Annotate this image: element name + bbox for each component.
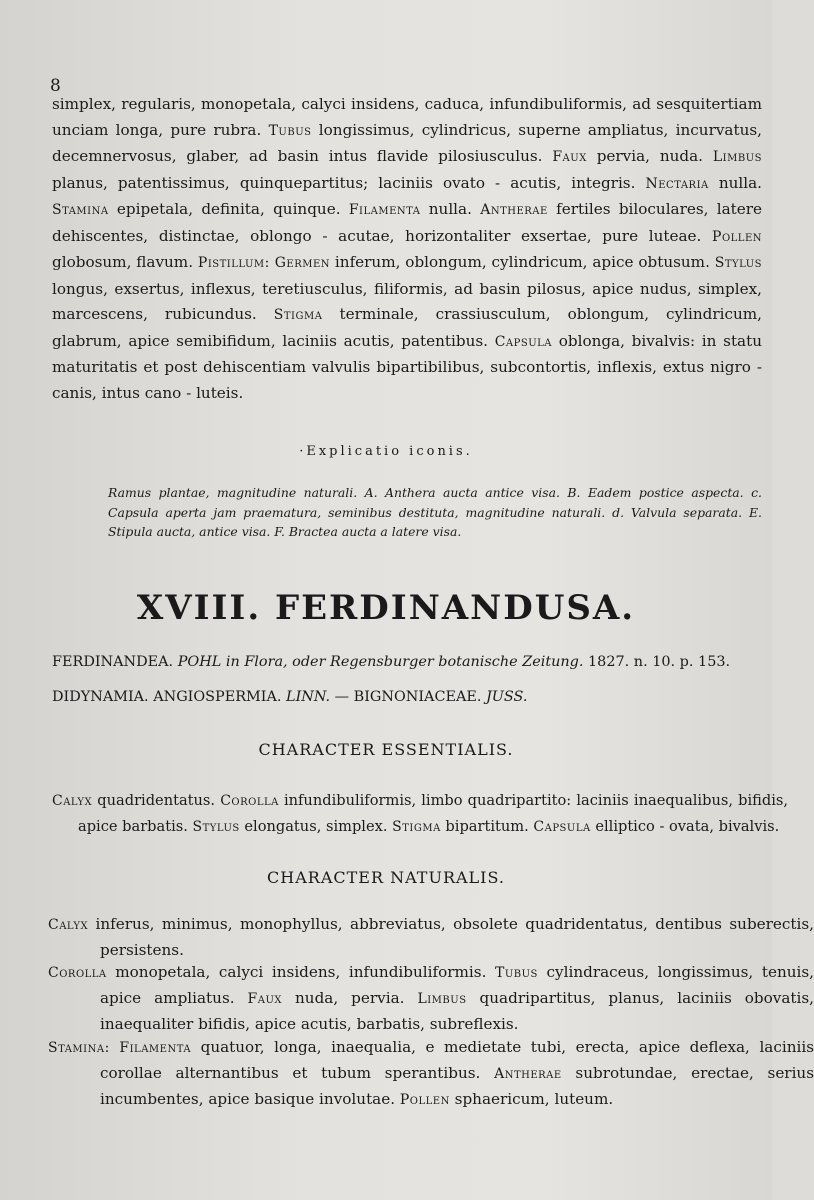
text-run: simplex, regularis, monopetala, calyci insidens, caduca, infundibuliformis, ad sesquitertiam unciam longa, pure rubra. bbox=[52, 95, 762, 139]
term-small-caps: Filamenta bbox=[348, 202, 421, 218]
text-run: quatuor, longa, inaequalia, e medietate tubi, erecta, apice deflexa, laciniis corollae alternantibus et tubum sperantibus. bbox=[100, 1038, 814, 1082]
ref2-prefix: DIDYNAMIA. ANGIOSPERMIA. bbox=[52, 689, 287, 705]
term-small-caps: Tubus bbox=[268, 122, 312, 139]
ref1-prefix: FERDINANDEA. bbox=[52, 654, 178, 670]
term-small-caps: Capsula bbox=[494, 333, 553, 350]
term-small-caps: Stylus bbox=[192, 819, 240, 835]
text-run: quadridentatus. bbox=[92, 792, 221, 809]
text-run: inferum, oblongum, cylindricum, apice obtusum. bbox=[330, 253, 715, 271]
term-small-caps: Stigma bbox=[273, 307, 323, 323]
term-small-caps: Pollen bbox=[399, 1092, 450, 1108]
term-small-caps: Faux bbox=[247, 991, 283, 1007]
character-essentialis-heading: CHARACTER ESSENTIALIS. bbox=[258, 740, 514, 759]
text-run: terminale, crassiusculum, oblongum, cylindricum, glabrum, apice semibifidum, laciniis acutis, patentibus. bbox=[52, 305, 762, 350]
text-run bbox=[110, 1038, 120, 1056]
explicatio-heading-text: Explicatio iconis. bbox=[306, 444, 473, 459]
text-run: planus, patentissimus, quinquepartitus; laciniis ovato - acutis, integris. bbox=[52, 173, 646, 192]
text-run: elliptico - ovata, bivalvis. bbox=[590, 818, 780, 835]
text-run: epipetala, definita, quinque. bbox=[108, 200, 349, 218]
term-small-caps: Limbus bbox=[417, 991, 467, 1007]
text-run: cylindraceus, longissimus, tenuis, apice ampliatus. bbox=[100, 963, 814, 1007]
text-run: nuda, pervia. bbox=[282, 989, 418, 1007]
ref1-citation: POHL in Flora, oder Regensburger botanische Zeitung. bbox=[177, 654, 584, 670]
term-small-caps: Calyx bbox=[52, 793, 93, 809]
text-run: longus, exsertus, inflexus, teretiusculus, filiformis, ad basin pilosus, apice nudus, simplex, marcescens, rubicundus. bbox=[52, 279, 762, 323]
page-number: 8 bbox=[50, 76, 61, 96]
text-run: globosum, flavum. bbox=[52, 253, 198, 271]
naturalis-item-corolla bbox=[48, 960, 814, 1037]
text-run: pervia, nuda. bbox=[586, 147, 713, 165]
term-small-caps: Germen bbox=[274, 255, 331, 271]
term-small-caps: Corolla bbox=[220, 793, 279, 809]
term-small-caps: Stamina: bbox=[48, 1040, 110, 1056]
reference-line-2 bbox=[52, 689, 762, 705]
term-small-caps: Faux bbox=[552, 149, 587, 165]
term-small-caps: Filamenta bbox=[119, 1040, 192, 1056]
text-run: elongatus, simplex. bbox=[239, 818, 393, 835]
description-paragraph bbox=[52, 92, 762, 406]
term-small-caps: Tubus bbox=[495, 965, 538, 981]
text-run: subrotundae, erectae, serius incumbentes, apice basique involutae. bbox=[100, 1064, 814, 1108]
text-run: infundibuliformis, limbo quadripartito: laciniis inaequalibus, bifidis, apice barbatis. bbox=[78, 792, 788, 835]
text-run: monopetala, calyci insidens, infundibuliformis. bbox=[106, 963, 496, 981]
character-naturalis-heading: CHARACTER NATURALIS. bbox=[267, 868, 505, 887]
text-run: nulla. bbox=[708, 173, 762, 192]
ref2-author-2: JUSS. bbox=[486, 689, 528, 705]
term-small-caps: Stigma bbox=[392, 819, 441, 835]
term-small-caps: Nectaria bbox=[645, 175, 709, 192]
naturalis-item-stamina bbox=[48, 1035, 814, 1113]
character-essentialis-text bbox=[52, 788, 788, 840]
genus-title: XVIII. FERDINANDUSA. bbox=[136, 588, 636, 628]
text-run: longissimus, cylindricus, superne ampliatus, incurvatus, decemnervosus, glaber, ad basin intus flavide pilosiusculus. bbox=[52, 120, 762, 165]
term-small-caps: Stamina bbox=[52, 202, 109, 218]
term-small-caps: Calyx bbox=[48, 917, 89, 933]
term-small-caps: Limbus bbox=[712, 149, 762, 165]
text-run: sphaericum, luteum. bbox=[449, 1090, 614, 1108]
text-run: bipartitum. bbox=[440, 818, 534, 835]
term-small-caps: Corolla bbox=[48, 965, 107, 981]
term-small-caps: Stylus bbox=[714, 255, 763, 271]
text-run: quadripartitus, planus, laciniis obovatis, inaequaliter bifidis, apice acutis, barbatis, subreflexis. bbox=[100, 989, 814, 1033]
text-run: fertiles biloculares, latere dehiscentes, distinctae, oblongo - acutae, horizontaliter exsertae, pure luteae. bbox=[52, 200, 762, 245]
ref2-author-1: LINN. bbox=[286, 689, 331, 705]
explicatio-body: Ramus plantae, magnitudine naturali. A. Anthera aucta antice visa. B. Eadem postice aspecta. c. Capsula aperta jam praematura, seminibus destituta, magnitudine naturali. d. Valvula separata. E. Stipula aucta, antice visa. F. Bractea aucta a latere visa. bbox=[108, 485, 762, 539]
term-small-caps: Capsula bbox=[533, 819, 591, 835]
ref1-suffix: 1827. n. 10. p. 153. bbox=[583, 654, 731, 670]
explicatio-heading: ·Explicatio iconis. bbox=[299, 444, 473, 459]
text-run: inferus, minimus, monophyllus, abbreviatus, obsolete quadridentatus, dentibus suberectis, persistens. bbox=[88, 915, 814, 959]
reference-line-1 bbox=[52, 654, 762, 670]
term-small-caps: Pistillum: bbox=[197, 255, 270, 271]
text-run: nulla. bbox=[420, 200, 481, 218]
ref2-mid: — BIGNONIACEAE. bbox=[330, 689, 487, 705]
term-small-caps: Pollen bbox=[712, 228, 762, 245]
text-run: oblonga, bivalvis: in statu maturitatis et post dehiscentiam valvulis bipartibilibus, subcontortis, inflexis, extus nigro - canis, intus cano - luteis. bbox=[52, 331, 762, 402]
term-small-caps: Antherae bbox=[480, 202, 548, 218]
term-small-caps: Antherae bbox=[494, 1066, 562, 1082]
naturalis-item-calyx bbox=[48, 912, 814, 963]
